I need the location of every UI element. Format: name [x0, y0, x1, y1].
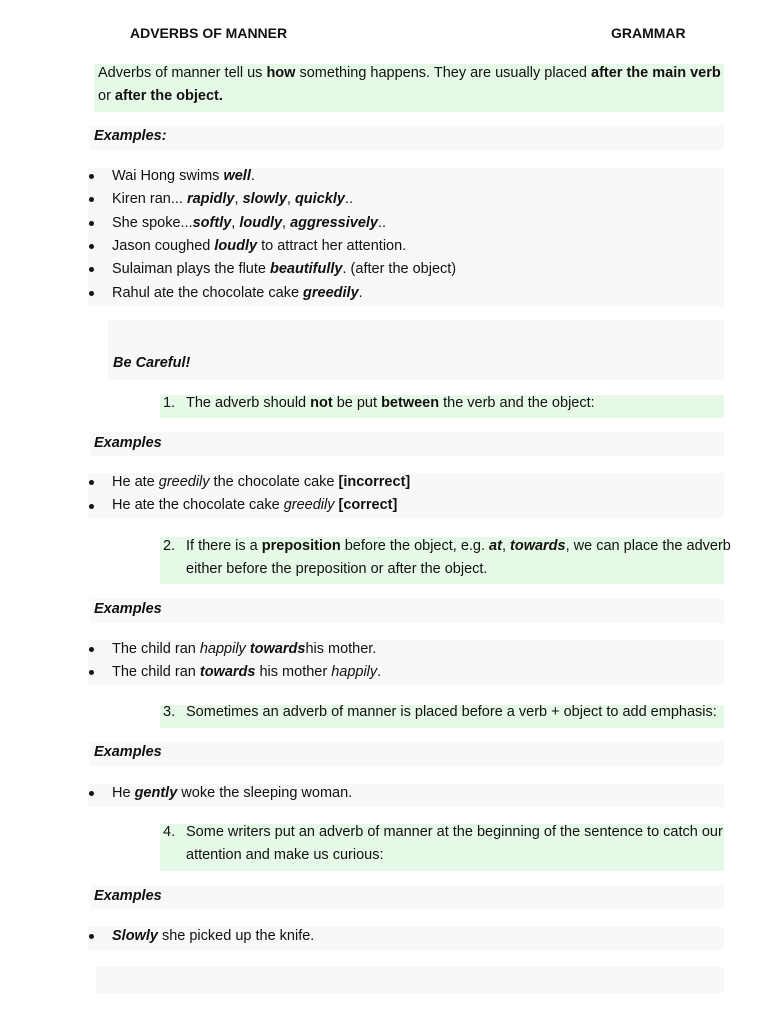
examples-heading-band — [90, 742, 724, 766]
document-category: GRAMMAR — [611, 25, 686, 41]
list-item: She spoke...softly, loudly, aggressively.. — [112, 215, 387, 231]
document-title: ADVERBS OF MANNER — [130, 25, 288, 41]
bullet-icon — [89, 791, 94, 796]
list-item: Wai Hong swims well. — [112, 168, 255, 184]
rule-2-line-2: either before the preposition or after the object. — [186, 561, 488, 577]
rule-2-line-1: If there is a preposition before the object, e.g. at, towards, we can place the adverb — [186, 538, 731, 554]
list-item: He ate the chocolate cake greedily [correct] — [112, 497, 398, 513]
list-item: Jason coughed loudly to attract her attention. — [112, 238, 407, 254]
rule-4-number: 4. — [163, 824, 176, 840]
bullet-icon — [89, 197, 94, 202]
examples-heading: Examples — [94, 435, 162, 451]
examples-heading-band — [90, 432, 724, 456]
bullet-icon — [89, 174, 94, 179]
bullet-icon — [89, 291, 94, 296]
examples-heading: Examples — [94, 744, 162, 760]
examples-heading-band — [90, 126, 724, 150]
bullet-icon — [89, 267, 94, 272]
rule-3-text: Sometimes an adverb of manner is placed before a verb + object to add emphasis: — [186, 704, 717, 720]
bullet-icon — [89, 647, 94, 652]
examples-heading: Examples — [94, 888, 162, 904]
examples-heading: Examples: — [94, 128, 167, 144]
bullet-icon — [89, 504, 94, 509]
bullet-icon — [89, 670, 94, 675]
intro-line-2: or after the object. — [98, 88, 223, 104]
rule-2-number: 2. — [163, 538, 176, 554]
list-item: Kiren ran... rapidly, slowly, quickly.. — [112, 191, 353, 207]
bullet-icon — [89, 934, 94, 939]
list-item: Slowly she picked up the knife. — [112, 928, 315, 944]
examples-heading: Examples — [94, 601, 162, 617]
list-item: Sulaiman plays the flute beautifully. (after the object) — [112, 261, 457, 277]
list-item: The child ran happily towardshis mother. — [112, 641, 377, 657]
careful-heading: Be Careful! — [113, 355, 191, 371]
bullet-icon — [89, 221, 94, 226]
rule-4-line-1: Some writers put an adverb of manner at the beginning of the sentence to catch our — [186, 824, 723, 840]
rule-1-text: The adverb should not be put between the verb and the object: — [186, 395, 595, 411]
intro-line-1: Adverbs of manner tell us how something happens. They are usually placed after the main verb — [98, 65, 721, 81]
list-item: He gently woke the sleeping woman. — [112, 785, 353, 801]
rule-1-number: 1. — [163, 395, 176, 411]
bullet-icon — [89, 480, 94, 485]
examples-heading-band — [90, 885, 724, 909]
careful-band — [108, 320, 724, 380]
examples-heading-band — [90, 599, 724, 623]
rule-4-line-2: attention and make us curious: — [186, 847, 384, 863]
rule-3-number: 3. — [163, 704, 176, 720]
list-item: He ate greedily the chocolate cake [incorrect] — [112, 474, 411, 490]
trailing-band — [96, 967, 724, 993]
list-item: The child ran towards his mother happily. — [112, 664, 382, 680]
bullet-icon — [89, 244, 94, 249]
list-item: Rahul ate the chocolate cake greedily. — [112, 285, 363, 301]
